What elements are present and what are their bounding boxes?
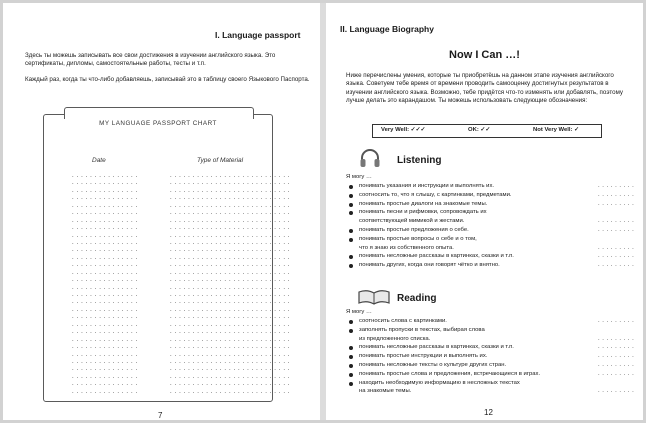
date-entry-line[interactable]: . . . . . . . . . . . . . . . <box>72 329 138 336</box>
chart-tab <box>64 107 254 119</box>
bullet-icon <box>349 238 353 242</box>
material-entry-line[interactable]: . . . . . . . . . . . . . . . . . . . . . . . . . . . <box>170 269 291 276</box>
skill-item <box>346 352 636 361</box>
date-entry-line[interactable]: . . . . . . . . . . . . . . . <box>72 306 138 313</box>
chart-title: MY LANGUAGE PASSPORT CHART <box>99 120 217 127</box>
left-page <box>3 3 320 420</box>
material-entry-line[interactable]: . . . . . . . . . . . . . . . . . . . . . . . . . . . <box>170 225 291 232</box>
skill-item <box>346 343 636 352</box>
passport-chart <box>43 114 291 402</box>
skill-item <box>346 226 636 235</box>
intro-paragraph: Здесь ты можешь записывать все свои достижения в изучении английского языка. Это сертификаты, дипломы, самостоятельные работы, тесты и т.п. <box>25 52 276 68</box>
material-entry-line[interactable]: . . . . . . . . . . . . . . . . . . . . . . . . . . . <box>170 239 291 246</box>
self-assessment-blank[interactable]: . . . . . . . . . <box>598 200 635 207</box>
skill-text: что я знаю из собственного опыта. <box>359 244 454 251</box>
material-entry-line[interactable]: . . . . . . . . . . . . . . . . . . . . . . . . . . . <box>170 210 291 217</box>
skill-item <box>346 361 636 370</box>
skill-text: из предложенного списка. <box>359 335 431 342</box>
date-entry-line[interactable]: . . . . . . . . . . . . . . . <box>72 254 138 261</box>
self-assessment-blank[interactable]: . . . . . . . . . <box>598 226 635 233</box>
material-column-header: Type of Material <box>197 157 244 164</box>
bullet-icon <box>349 194 353 198</box>
material-entry-line[interactable]: . . . . . . . . . . . . . . . . . . . . . . . . . . . <box>170 254 291 261</box>
skill-text: понимать несложные рассказы в картинках, сказки и т.п. <box>359 344 514 351</box>
self-assessment-blank[interactable]: . . . . . . . . . <box>598 353 635 360</box>
material-entry-line[interactable]: . . . . . . . . . . . . . . . . . . . . . . . . . . . <box>170 292 291 298</box>
date-entry-line[interactable]: . . . . . . . . . . . . . . . <box>72 366 138 373</box>
skill-text: заполнять пропуски в текстах, выбирая слова <box>359 326 485 333</box>
page-title: I. Language passport <box>215 30 301 40</box>
skill-item <box>346 182 636 191</box>
skill-text: соотносить слова с картинками. <box>359 318 447 324</box>
skill-item <box>346 252 636 261</box>
material-entry-line[interactable]: . . . . . . . . . . . . . . . . . . . . . . . . . . . <box>170 195 291 202</box>
skill-text: понимать простые вопросы о себе и о том, <box>359 235 477 242</box>
reading-skills <box>346 317 636 396</box>
self-assessment-blank[interactable]: . . . . . . . . . <box>598 191 635 198</box>
skill-item <box>346 208 636 217</box>
date-entry-line[interactable]: . . . . . . . . . . . . . . . <box>72 247 138 254</box>
date-entry-line[interactable]: . . . . . . . . . . . . . . . <box>72 232 138 239</box>
date-entry-line[interactable]: . . . . . . . . . . . . . . . <box>72 351 138 358</box>
skill-item <box>346 317 636 326</box>
skill-text: понимать песни и рифмовки, сопровождать их <box>359 209 487 216</box>
date-entry-line[interactable]: . . . . . . . . . . . . . . . <box>72 284 138 291</box>
date-entry-line[interactable]: . . . . . . . . . . . . . . . <box>72 173 138 179</box>
skill-text: понимать простые слова и предложения, встречающиеся в играх. <box>359 370 541 377</box>
material-entry-line[interactable]: . . . . . . . . . . . . . . . . . . . . . . . . . . . <box>170 321 291 328</box>
bullet-icon <box>349 320 353 324</box>
skill-item <box>346 191 636 200</box>
listening-title: Listening <box>397 155 442 166</box>
material-entry-line[interactable]: . . . . . . . . . . . . . . . . . . . . . . . . . . . <box>170 336 291 343</box>
bullet-icon <box>349 185 353 189</box>
bullet-icon <box>349 364 353 368</box>
legend-very-well: Very Well: ✓✓✓ <box>381 127 426 133</box>
date-entry-line[interactable]: . . . . . . . . . . . . . . . <box>72 180 138 187</box>
skill-text: на знакомые темы. <box>359 388 412 395</box>
self-assessment-blank[interactable]: . . . . . . . . . <box>598 370 635 377</box>
material-entry-line[interactable]: . . . . . . . . . . . . . . . . . . . . . . . . . . . <box>170 284 291 291</box>
reading-lead: Я могу … <box>346 309 372 315</box>
bullet-icon <box>349 382 353 386</box>
skill-text: понимать простые диалоги на знакомые темы. <box>359 200 488 207</box>
page-title: II. Language Biography <box>340 24 434 34</box>
material-entry-line[interactable]: . . . . . . . . . . . . . . . . . . . . . . . . . . . <box>170 388 291 395</box>
date-entry-line[interactable]: . . . . . . . . . . . . . . . <box>72 336 138 343</box>
date-entry-line[interactable]: . . . . . . . . . . . . . . . <box>72 225 138 232</box>
skill-text: понимать других, когда они говорят чётко и внятно. <box>359 262 500 269</box>
date-entry-line[interactable]: . . . . . . . . . . . . . . . <box>72 210 138 217</box>
material-entry-line[interactable]: . . . . . . . . . . . . . . . . . . . . . . . . . . . <box>170 344 291 351</box>
material-entry-line[interactable]: . . . . . . . . . . . . . . . . . . . . . . . . . . . <box>170 277 291 284</box>
date-entry-line[interactable]: . . . . . . . . . . . . . . . <box>72 269 138 276</box>
self-assessment-blank[interactable]: . . . . . . . . . <box>598 244 635 251</box>
headphones-icon <box>358 146 382 170</box>
bullet-icon <box>349 355 353 359</box>
skill-item <box>346 379 636 388</box>
material-entry-line[interactable]: . . . . . . . . . . . . . . . . . . . . . . . . . . . <box>170 299 291 306</box>
bullet-icon <box>349 229 353 233</box>
skill-text: соответствующей мимикой и жестами. <box>359 218 465 225</box>
skill-text: понимать простые инструкции и выполнять их. <box>359 353 488 360</box>
date-entry-line[interactable]: . . . . . . . . . . . . . . . <box>72 373 138 380</box>
material-entry-line[interactable]: . . . . . . . . . . . . . . . . . . . . . . . . . . . <box>170 381 291 388</box>
date-entry-line[interactable]: . . . . . . . . . . . . . . . <box>72 239 138 246</box>
bullet-icon <box>349 264 353 268</box>
material-entry-line[interactable]: . . . . . . . . . . . . . . . . . . . . . . . . . . . <box>170 329 291 336</box>
material-entry-line[interactable]: . . . . . . . . . . . . . . . . . . . . . . . . . . . <box>170 373 291 380</box>
self-assessment-blank[interactable]: . . . . . . . . . <box>598 318 635 324</box>
now-i-can-heading: Now I Can …! <box>449 49 520 61</box>
listening-skills <box>346 182 636 270</box>
skill-text: понимать указания и инструкции и выполнять их. <box>359 183 495 189</box>
skill-item <box>346 244 636 253</box>
legend-box <box>372 124 602 138</box>
self-assessment-blank[interactable]: . . . . . . . . . <box>598 335 635 342</box>
skill-item <box>346 387 636 396</box>
bullet-icon <box>349 346 353 350</box>
date-entry-line[interactable]: . . . . . . . . . . . . . . . <box>72 299 138 306</box>
skill-text: понимать несложные тексты о культуре других стран. <box>359 361 507 368</box>
material-entry-line[interactable]: . . . . . . . . . . . . . . . . . . . . . . . . . . . <box>170 247 291 254</box>
material-entry-line[interactable]: . . . . . . . . . . . . . . . . . . . . . . . . . . . <box>170 358 291 365</box>
intro-paragraph: Ниже перечислены умения, которые ты приобретёшь на данном этапе изучения английского языка. Советуем тебе время от времени проводить самооценку достигнутых результатов в изучении английского языка. Возможно, тебе придётся что-то изменять или добавлять, поэтому лучше делать это карандашом. Ты можешь использовать следующие обозначения: <box>346 72 623 105</box>
skill-item <box>346 370 636 379</box>
skill-item <box>346 217 636 226</box>
bullet-icon <box>349 211 353 215</box>
skill-item <box>346 335 636 344</box>
legend-ok: OK: ✓✓ <box>468 127 491 133</box>
material-entry-line[interactable]: . . . . . . . . . . . . . . . . . . . . . . . . . . . <box>170 232 291 239</box>
legend-not-very-well: Not Very Well: ✓ <box>533 127 580 133</box>
material-entry-line[interactable]: . . . . . . . . . . . . . . . . . . . . . . . . . . . <box>170 187 291 194</box>
page-number: 7 <box>158 411 163 420</box>
date-entry-line[interactable]: . . . . . . . . . . . . . . . <box>72 187 138 194</box>
open-book-icon <box>357 288 391 306</box>
skill-text: понимать простые предложения о себе. <box>359 226 469 233</box>
skill-item <box>346 235 636 244</box>
skill-item <box>346 326 636 335</box>
material-entry-line[interactable]: . . . . . . . . . . . . . . . . . . . . . . . . . . . <box>170 306 291 313</box>
material-entry-line[interactable]: . . . . . . . . . . . . . . . . . . . . . . . . . . . <box>170 202 291 209</box>
date-entry-line[interactable]: . . . . . . . . . . . . . . . <box>72 202 138 209</box>
right-page <box>326 3 643 420</box>
date-entry-line[interactable]: . . . . . . . . . . . . . . . <box>72 314 138 321</box>
date-entry-line[interactable]: . . . . . . . . . . . . . . . <box>72 195 138 202</box>
skill-text: находить необходимую информацию в несложных текстах <box>359 379 520 386</box>
date-column-header: Date <box>92 157 106 164</box>
date-entry-line[interactable]: . . . . . . . . . . . . . . . <box>72 217 138 224</box>
listening-lead: Я могу … <box>346 174 372 180</box>
date-column <box>72 173 138 396</box>
date-entry-line[interactable]: . . . . . . . . . . . . . . . <box>72 388 138 395</box>
date-entry-line[interactable]: . . . . . . . . . . . . . . . <box>72 292 138 298</box>
material-entry-line[interactable]: . . . . . . . . . . . . . . . . . . . . . . . . . . . <box>170 180 291 187</box>
material-entry-line[interactable]: . . . . . . . . . . . . . . . . . . . . . . . . . . . <box>170 217 291 224</box>
bullet-icon <box>349 255 353 259</box>
date-entry-line[interactable]: . . . . . . . . . . . . . . . <box>72 262 138 269</box>
bullet-icon <box>349 373 353 377</box>
self-assessment-blank[interactable]: . . . . . . . . . <box>598 361 635 368</box>
bullet-icon <box>349 329 353 333</box>
date-entry-line[interactable]: . . . . . . . . . . . . . . . <box>72 277 138 284</box>
date-entry-line[interactable]: . . . . . . . . . . . . . . . <box>72 344 138 351</box>
reading-title: Reading <box>397 293 437 304</box>
skill-text: понимать несложные рассказы в картинках, сказки и т.п. <box>359 253 514 260</box>
material-entry-line[interactable]: . . . . . . . . . . . . . . . . . . . . . . . . . . . <box>170 351 291 358</box>
bullet-icon <box>349 203 353 207</box>
self-assessment-blank[interactable]: . . . . . . . . . <box>598 218 635 225</box>
intro-paragraph: Каждый раз, когда ты что-либо добавляешь, записывай это в таблицу своего Языкового Паспорта. <box>25 76 310 83</box>
self-assessment-blank[interactable]: . . . . . . . . . <box>598 344 635 351</box>
material-entry-line[interactable]: . . . . . . . . . . . . . . . . . . . . . . . . . . . <box>170 262 291 269</box>
self-assessment-blank[interactable]: . . . . . . . . . <box>598 183 635 189</box>
skill-item <box>346 261 636 270</box>
date-entry-line[interactable]: . . . . . . . . . . . . . . . <box>72 358 138 365</box>
skill-item <box>346 200 636 209</box>
material-entry-line[interactable]: . . . . . . . . . . . . . . . . . . . . . . . . . . . <box>170 314 291 321</box>
date-entry-line[interactable]: . . . . . . . . . . . . . . . <box>72 321 138 328</box>
self-assessment-blank[interactable]: . . . . . . . . . <box>598 262 635 269</box>
material-entry-line[interactable]: . . . . . . . . . . . . . . . . . . . . . . . . . . . <box>170 173 291 179</box>
skill-text: соотносить то, что я слышу, с картинками, предметами. <box>359 191 512 198</box>
date-entry-line[interactable]: . . . . . . . . . . . . . . . <box>72 381 138 388</box>
self-assessment-blank[interactable]: . . . . . . . . . <box>598 388 635 395</box>
self-assessment-blank[interactable]: . . . . . . . . . <box>598 253 635 260</box>
page-number: 12 <box>484 408 493 417</box>
material-entry-line[interactable]: . . . . . . . . . . . . . . . . . . . . . . . . . . . <box>170 366 291 373</box>
material-column <box>170 173 290 396</box>
